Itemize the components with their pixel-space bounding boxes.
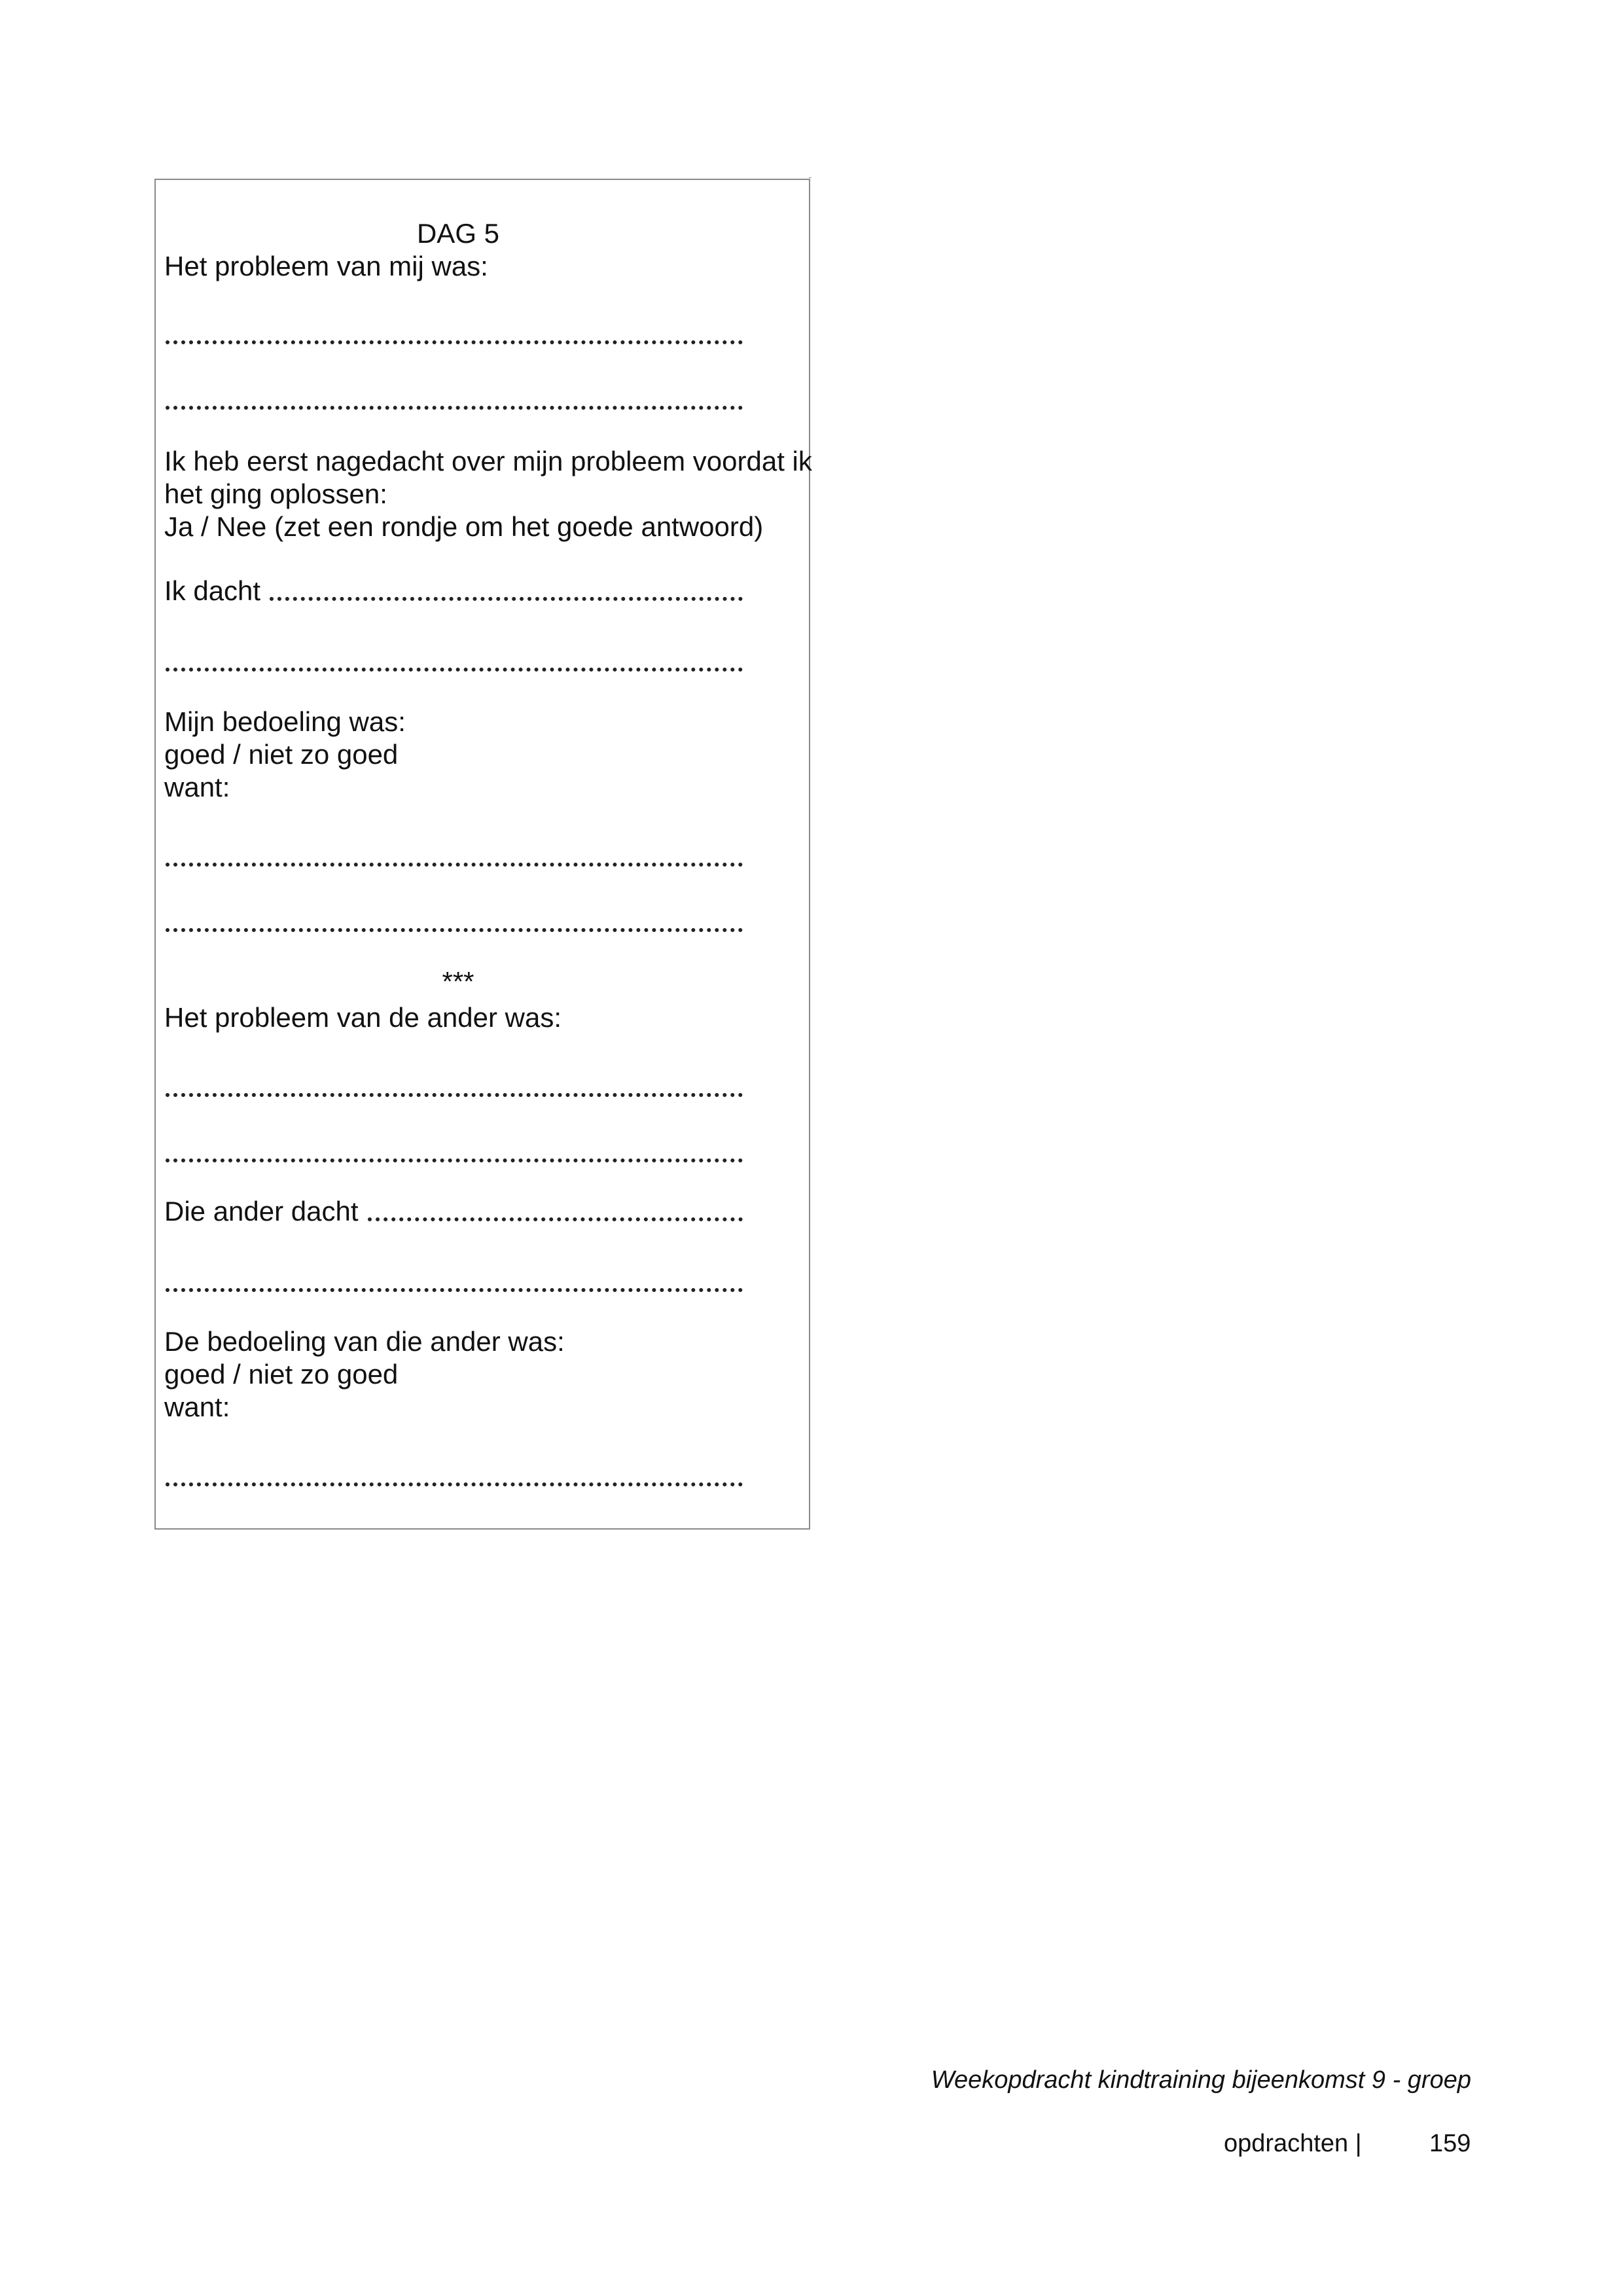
other-intention-because: want: — [164, 1391, 230, 1422]
other-thought-label: Die ander dacht — [164, 1196, 359, 1227]
my-intention-options[interactable]: goed / niet zo goed — [164, 739, 399, 770]
other-intention-options[interactable]: goed / niet zo goed — [164, 1359, 399, 1390]
answer-line-my-intention-1[interactable] — [166, 863, 743, 867]
other-intention-label: De bedoeling van die ander was: — [164, 1326, 565, 1357]
answer-line-i-thought[interactable] — [270, 597, 743, 601]
frame-corner-mark — [809, 177, 812, 182]
answer-line-other-problem-1[interactable] — [166, 1093, 743, 1097]
yes-no-choice[interactable]: Ja / Nee (zet een rondje om het goede antwoord) — [164, 511, 764, 542]
thought-first-question-line2: het ging oplossen: — [164, 478, 387, 509]
answer-line-my-intention-2[interactable] — [166, 928, 743, 932]
thought-first-question-line1: Ik heb eerst nagedacht over mijn probleem voordat ik — [164, 446, 812, 476]
my-intention-because: want: — [164, 772, 230, 802]
answer-line-my-problem-1[interactable] — [166, 340, 743, 344]
other-problem-label: Het probleem van de ander was: — [164, 1002, 562, 1033]
answer-line-other-thought[interactable] — [368, 1217, 743, 1221]
answer-line-other-thought-2[interactable] — [166, 1288, 743, 1292]
day-heading: DAG 5 — [416, 218, 500, 249]
footer-section-label: opdrachten | — [1224, 2130, 1362, 2157]
other-thought-row[interactable] — [164, 1195, 743, 1228]
answer-line-my-problem-2[interactable] — [166, 406, 743, 410]
page-number: 159 — [1429, 2130, 1471, 2157]
i-thought-label: Ik dacht — [164, 575, 261, 606]
answer-line-other-problem-2[interactable] — [166, 1158, 743, 1162]
my-intention-label: Mijn bedoeling was: — [164, 706, 406, 737]
my-problem-label: Het probleem van mij was: — [164, 251, 488, 281]
footer-caption: Weekopdracht kindtraining bijeenkomst 9 - groep — [931, 2066, 1471, 2094]
answer-line-i-thought-2[interactable] — [166, 668, 743, 672]
section-separator: *** — [442, 966, 474, 997]
answer-line-other-intention-1[interactable] — [166, 1482, 743, 1486]
i-thought-row[interactable] — [164, 575, 743, 607]
